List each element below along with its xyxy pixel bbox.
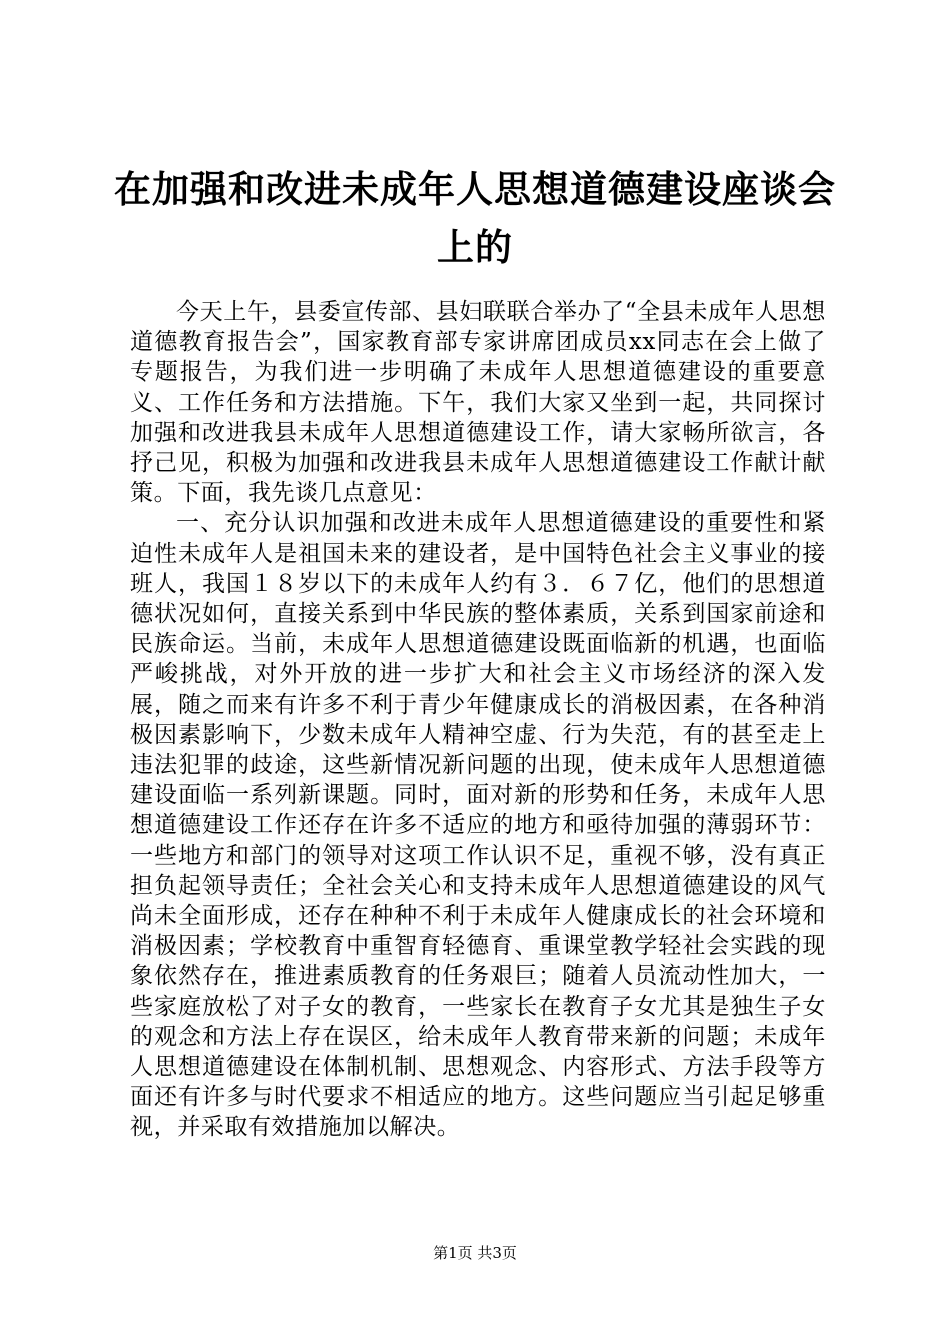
body-paragraph: 今天上午，县委宣传部、县妇联联合举办了“全县未成年人思想道德教育报告会”，国家教育部专家讲席团成员xx同志在会上做了专题报告，为我们进一步明确了未成年人思想道德建设的重要意义、工作任务和方法措施。下午，我们大家又坐到一起，共同探讨加强和改进我县未成年人思想道德建设工作，请大家畅所欲言，各抒己见，积极为加强和改进我县未成年人思想道德建设工作献计献策。下面，我先谈几点意见：: [130, 299, 826, 507]
document-body: [130, 297, 826, 1143]
body-paragraph: 一、充分认识加强和改进未成年人思想道德建设的重要性和紧迫性未成年人是祖国未来的建设者，是中国特色社会主义事业的接班人，我国１８岁以下的未成年人约有３．６７亿，他们的思想道德状况如何，直接关系到中华民族的整体素质，关系到国家前途和民族命运。当前，未成年人思想道德建设既面临新的机遇，也面临严峻挑战，对外开放的进一步扩大和社会主义市场经济的深入发展，随之而来有许多不利于青少年健康成长的消极因素，在各种消极因素影响下，少数未成年人精神空虚、行为失范，有的甚至走上违法犯罪的歧途，这些新情况新问题的出现，使未成年人思想道德建设面临一系列新课题。同时，面对新的形势和任务，未成年人思想道德建设工作还存在许多不适应的地方和亟待加强的薄弱环节：一些地方和部门的领导对这项工作认识不足，重视不够，没有真正担负起领导责任；全社会关心和支持未成年人思想道德建设的风气尚未全面形成，还存在种种不利于未成年人健康成长的社会环境和消极因素；学校教育中重智育轻德育、重课堂教学轻社会实践的现象依然存在，推进素质教育的任务艰巨；随着人员流动性加大，一些家庭放松了对子女的教育，一些家长在教育子女尤其是独生子女的观念和方法上存在误区，给未成年人教育带来新的问题；未成年人思想道德建设在体制机制、思想观念、内容形式、方法手段等方面还有许多与时代要求不相适应的地方。这些问题应当引起足够重视，并采取有效措施加以解决。: [130, 510, 826, 1141]
document-title: 在加强和改进未成年人思想道德建设座谈会上的: [114, 167, 836, 269]
page-number-footer: 第1页 共3页: [433, 1244, 517, 1262]
